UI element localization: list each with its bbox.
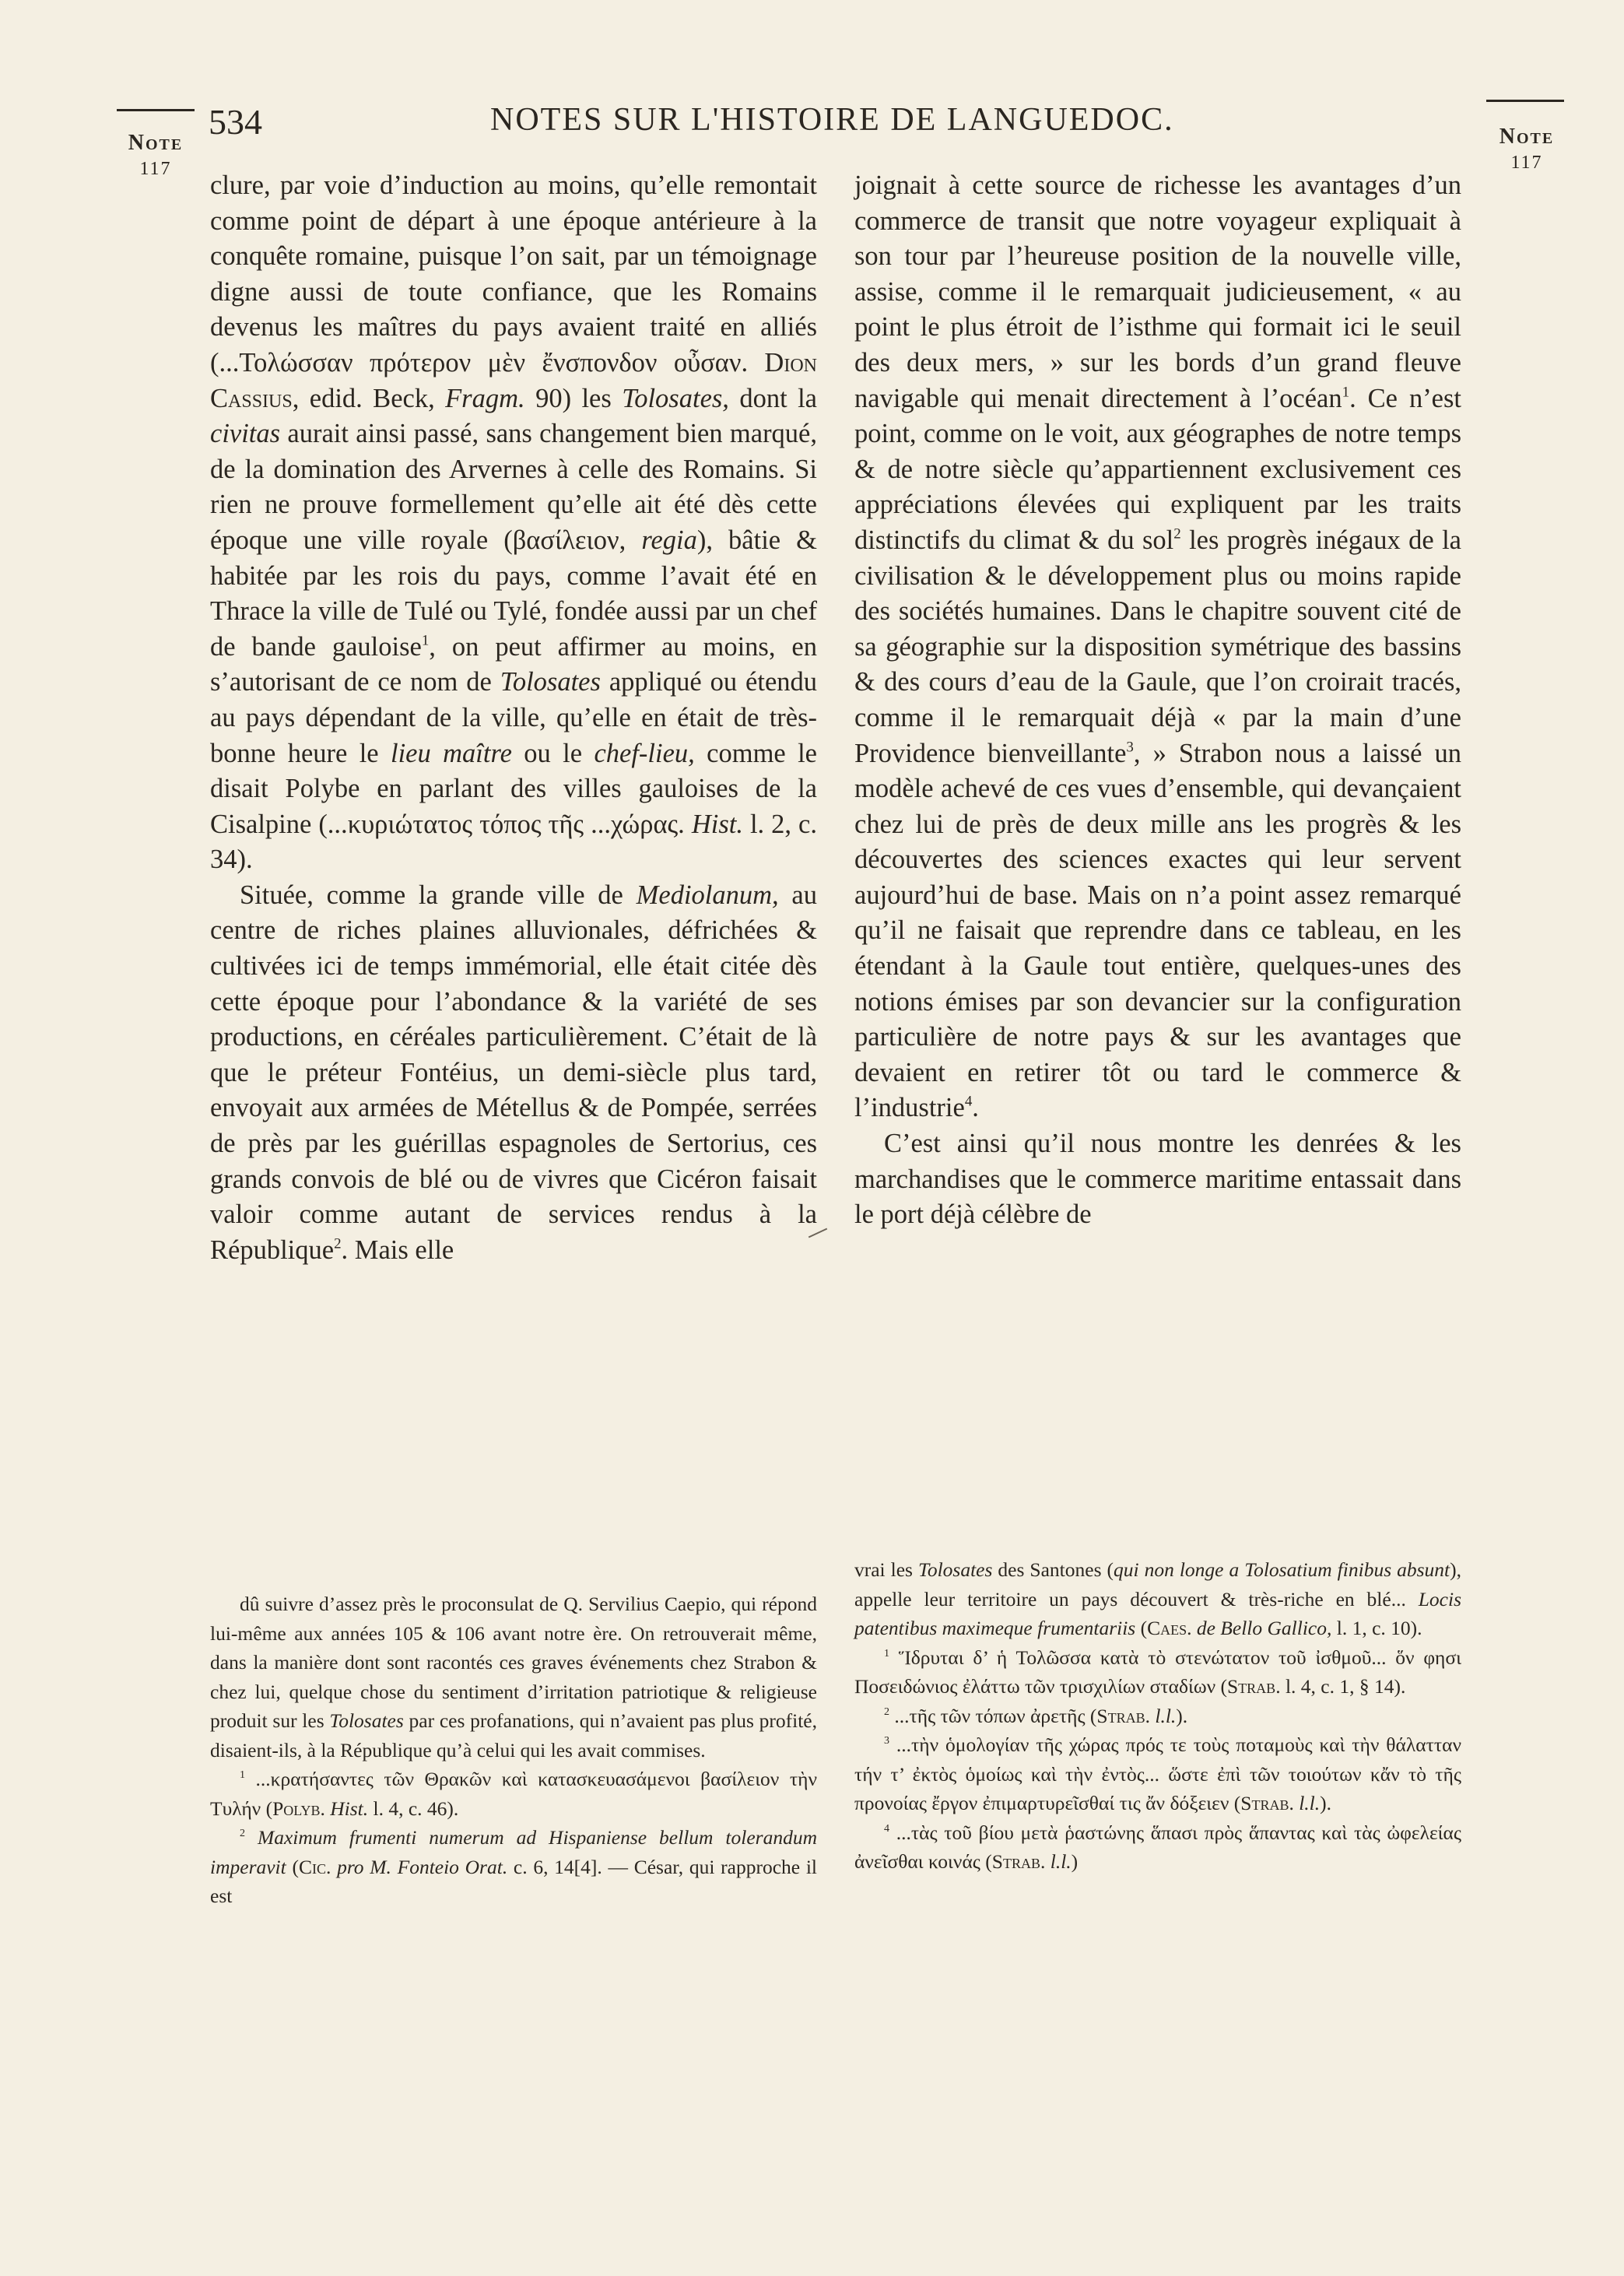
text-run: des Santones ( bbox=[992, 1558, 1114, 1581]
italic-text: Tolosates bbox=[917, 1558, 993, 1581]
author-name: Caes. bbox=[1147, 1617, 1192, 1639]
text-run: comme le disait Polybe en parlant des villes gauloises de la Cisalpine (... bbox=[210, 738, 817, 839]
left-margin-rule bbox=[117, 109, 195, 111]
text-run: c. 6, 14[4]. — César, qui rapproche il est bbox=[210, 1855, 817, 1907]
text-run bbox=[748, 348, 764, 378]
text-run bbox=[331, 1856, 337, 1878]
body-paragraph bbox=[210, 878, 817, 1269]
body-paragraph bbox=[210, 168, 817, 878]
text-run: Située, comme la grande ville de bbox=[240, 880, 637, 910]
right-footnotes bbox=[854, 1555, 1461, 1877]
footnote-marker: 4 bbox=[964, 1094, 973, 1111]
text-run: clure, par voie d’induction au moins, qu’elle remontait comme point de départ à une époque antérieure à la conquête romaine, puisque l’on sait, par un témoignage digne aussi de toute confiance, que les Romains devenus les maîtres du pays avaient traité en alliés (... bbox=[210, 170, 817, 378]
italic-text: qui non longe a Tolosatium finibus absunt bbox=[1114, 1558, 1450, 1581]
text-run: , on peut affirmer au moins, en s’autorisant de ce nom de bbox=[210, 631, 817, 697]
footnote-number: 1 bbox=[240, 1769, 246, 1782]
italic-text: Fragm. bbox=[445, 383, 525, 413]
text-run: l. 4, c. 1, § 14). bbox=[1280, 1675, 1406, 1698]
text-run: , » Strabon nous a laissé un modèle achevé de ces vues d’ensemble, qui devançaient chez lui de près de deux mille ans les progrès & les découvertes des sciences exactes qui leur servent aujourd’hui de base. Mais on n’a point assez remarqué qu’il ne faisait que reprendre dans ce tableau, en les étendant à la Gaule tout entière, quelques-unes des notions émises par son devancier sur la configuration particulière de notre pays & sur les avantages que devaient en retirer tôt ou tard le commerce & l’industrie bbox=[854, 738, 1461, 1123]
text-run bbox=[245, 1826, 258, 1849]
footnote-continuation bbox=[210, 1589, 817, 1765]
italic-text: Mediolanum, bbox=[636, 880, 779, 910]
margin-note-number: 117 bbox=[139, 159, 172, 179]
text-run: appliqué ou étendu au pays dépendant de la ville, qu’elle en était de très-bonne heure le bbox=[210, 667, 818, 768]
italic-text: Hist. bbox=[330, 1797, 369, 1820]
text-run: joignait à cette source de richesse les avantages d’un commerce de transit que notre voyageur expliquait à son tour par l’heureuse position de la nouvelle ville, assise, comme il le remarquait judicieusement, « au point le plus étroit de l’isthme qui formait ici le seuil des deux mers, » sur les bords d’un grand fleuve navigable qui menait directement à l’océan bbox=[854, 170, 1461, 413]
footnote-marker: 1 bbox=[1342, 384, 1350, 401]
running-head: NOTES SUR L'HISTOIRE DE LANGUEDOC. bbox=[490, 102, 1174, 138]
footnote bbox=[854, 1643, 1461, 1702]
italic-text: Tolosates bbox=[329, 1709, 404, 1732]
author-name: Strab. bbox=[1227, 1675, 1281, 1698]
margin-note-number: 117 bbox=[1510, 153, 1543, 173]
text-run: . Ce n’est point, comme on le voit, aux géographes de notre temps & de notre siècle qu’appartiennent exclusivement ces appréciations élevées qui expliquent par les traits distinctifs du climat & du sol bbox=[854, 383, 1462, 555]
author-name: Strab. bbox=[1240, 1792, 1294, 1814]
author-name: Cic. bbox=[298, 1855, 331, 1878]
text-run bbox=[685, 810, 692, 839]
right-margin-note-label bbox=[1488, 125, 1566, 174]
text-run: C’est ainsi qu’il nous montre les denrées & les marchandises que le commerce maritime entassait dans le port déjà célèbre de bbox=[854, 1129, 1461, 1230]
footnote bbox=[854, 1702, 1461, 1731]
body-paragraph bbox=[854, 168, 1461, 1126]
text-run: les progrès inégaux de la civilisation & le développement plus ou moins rapide des sociétés humaines. Dans le chapitre souvent cité de sa géographie sur la disposition symétrique des bassins & des cours d’eau de la Gaule, que l’on croirait tracés, comme il le remarquait déjà « par la main d’une Providence bienveillante bbox=[854, 525, 1461, 768]
footnote-continuation bbox=[854, 1555, 1461, 1643]
italic-text: Tolosates bbox=[500, 667, 601, 697]
italic-text: Locis patentibus maximeque frumentariis bbox=[854, 1587, 1461, 1639]
left-footnotes bbox=[210, 1589, 817, 1911]
author-name: Dion Cassius bbox=[210, 347, 817, 413]
footnote-number: 2 bbox=[240, 1828, 246, 1840]
text-run: 90) les bbox=[524, 383, 623, 413]
text-run: l. 2, c. 34). bbox=[210, 809, 817, 875]
italic-text: l.l. bbox=[1299, 1792, 1321, 1814]
footnote bbox=[854, 1730, 1461, 1818]
greek-quote: Ἵδρυται δ’ ἡ Τολῶσσα κατὰ τὸ στενώτατον τοῦ ἰσθμοῦ... ὅν φησι Ποσειδώνιος ἐλάττω τῶν τρισχιλίων σταδίων ( bbox=[854, 1646, 1461, 1698]
greek-quote: κυριώτατος τόπος τῆς ...χώρας. bbox=[347, 809, 685, 839]
italic-text: lieu maître bbox=[390, 738, 512, 768]
text-run: dont la bbox=[728, 383, 817, 413]
text-run: ( bbox=[1135, 1617, 1148, 1639]
body-paragraph bbox=[854, 1126, 1461, 1233]
author-name: Strab. bbox=[1096, 1704, 1150, 1727]
footnote-number: 2 bbox=[884, 1705, 890, 1718]
footnote bbox=[210, 1765, 817, 1823]
margin-note-word: Note bbox=[1499, 125, 1555, 149]
text-run: ou le bbox=[511, 738, 595, 768]
text-run: l. 4, c. 46). bbox=[368, 1797, 459, 1820]
italic-text: l.l. bbox=[1155, 1704, 1177, 1727]
footnote-marker: 1 bbox=[421, 632, 430, 649]
footnote-marker: 2 bbox=[334, 1235, 342, 1252]
right-body-column bbox=[854, 168, 1461, 1233]
text-run: par ces profanations, qui n’avaient pas plus profité, disaient-ils, à la République qu’à celui qui les avait commises. bbox=[210, 1709, 817, 1761]
text-run: ) bbox=[1071, 1850, 1079, 1873]
text-run: dû suivre d’assez près le proconsulat de Q. Servilius Caepio, qui répond lui-même aux années 105 & 106 avant notre ère. On retrouverait même, dans la manière dont sont racontés ces graves événements chez Strabon & chez lui, quelque chose du sentiment d’irritation patriotique & religieuse produit sur les bbox=[210, 1593, 817, 1732]
text-run: ), bâtie & habitée par les rois du pays, comme l’avait été en Thrace la ville de Tulé ou Tylé, fondée aussi par un chef de bande gauloise bbox=[210, 525, 818, 662]
margin-note-word: Note bbox=[128, 131, 184, 155]
text-run: l. 1, c. 10). bbox=[1331, 1617, 1422, 1639]
page-number: 534 bbox=[209, 102, 262, 142]
text-run: ), appelle leur territoire un pays découvert & très-riche en blé... bbox=[854, 1558, 1461, 1610]
footnote-marker: 2 bbox=[1173, 525, 1181, 543]
right-margin-rule bbox=[1486, 100, 1564, 102]
text-run bbox=[626, 525, 641, 555]
italic-text: Tolosates, bbox=[622, 383, 729, 413]
text-run: ( bbox=[286, 1855, 299, 1878]
left-margin-note-label bbox=[117, 131, 195, 180]
italic-text: pro M. Fonteio Orat. bbox=[337, 1855, 508, 1878]
text-run: , edid. Beck, bbox=[292, 383, 446, 413]
footnote-number: 4 bbox=[884, 1822, 890, 1835]
italic-text: chef-lieu, bbox=[594, 738, 695, 768]
footnote-marker: 3 bbox=[1126, 739, 1134, 756]
greek-quote: ...τὰς τοῦ βίου μετὰ ῥαστώνης ἅπασι πρὸς ἅπαντας καὶ τὰς ὠφελείας ἀνεῖσθαι κοινάς ( bbox=[854, 1821, 1461, 1873]
text-run: aurait ainsi passé, sans changement bien marqué, de la domination des Arvernes à celle des Romains. Si rien ne prouve formellement qu’elle ait été dès cette époque une ville royale ( bbox=[210, 419, 817, 555]
italic-text: l.l. bbox=[1050, 1850, 1072, 1873]
greek-quote: Τολώσσαν πρότερον μὲν ἔνσπονδον οὖσαν. bbox=[239, 347, 749, 378]
author-name: Polyb. bbox=[272, 1797, 325, 1820]
left-body-column bbox=[210, 168, 817, 1268]
footnote-number: 3 bbox=[884, 1735, 890, 1747]
italic-text: civitas bbox=[210, 419, 281, 449]
greek-quote: ...κρατήσαντες τῶν Θρακῶν καὶ κατασκευασάμενοι βασίλειον τὴν Τυλήν ( bbox=[210, 1768, 817, 1820]
greek-quote: ...τὴν ὁμολογίαν τῆς χώρας πρός τε τοὺς ποταμοὺς καὶ τὴν θάλατταν τήν τ’ ἐκτὸς ὁμοίως καὶ τὴν ἐντὸς... ὥστε ἐπὶ τῶν τοιούτων κἄν τὸ τῆς προνοίας ἔργον ἐπιμαρτυρεῖσθαί τις ἄν δόξειεν ( bbox=[854, 1733, 1461, 1814]
text-run: vrai les bbox=[854, 1558, 918, 1581]
italic-text: regia bbox=[641, 525, 697, 555]
text-run: . bbox=[972, 1093, 979, 1123]
text-run: . Mais elle bbox=[341, 1235, 454, 1265]
italic-text: Maximum frumenti numerum ad Hispaniense bellum tolerandum imperavit bbox=[210, 1826, 817, 1878]
footnote bbox=[854, 1818, 1461, 1877]
italic-text: Hist. bbox=[691, 809, 743, 839]
footnote-number: 1 bbox=[884, 1647, 890, 1660]
author-name: Strab. bbox=[991, 1850, 1046, 1873]
greek-quote: ...τῆς τῶν τόπων ἀρετῆς ( bbox=[889, 1704, 1097, 1727]
text-run: ). bbox=[1176, 1704, 1188, 1727]
footnote bbox=[210, 1823, 817, 1911]
greek-quote: βασίλειον, bbox=[512, 525, 626, 555]
text-run: au centre de riches plaines alluvionales, défrichées & cultivées ici de temps immémorial, elle était citée dès cette époque pour l’abondance & la variété de ses productions, en céréales particulièrement. C’était de là que le préteur Fontéius, un demi-siècle plus tard, envoyait aux armées de Métellus & de Pompée, serrées de près par les guérillas espagnoles de Sertorius, ces grands convois de blé ou de vivres que Cicéron faisait valoir comme autant de services rendus à la République bbox=[210, 880, 817, 1265]
text-run: ). bbox=[1320, 1792, 1332, 1814]
italic-text: de Bello Gallico, bbox=[1196, 1617, 1332, 1639]
